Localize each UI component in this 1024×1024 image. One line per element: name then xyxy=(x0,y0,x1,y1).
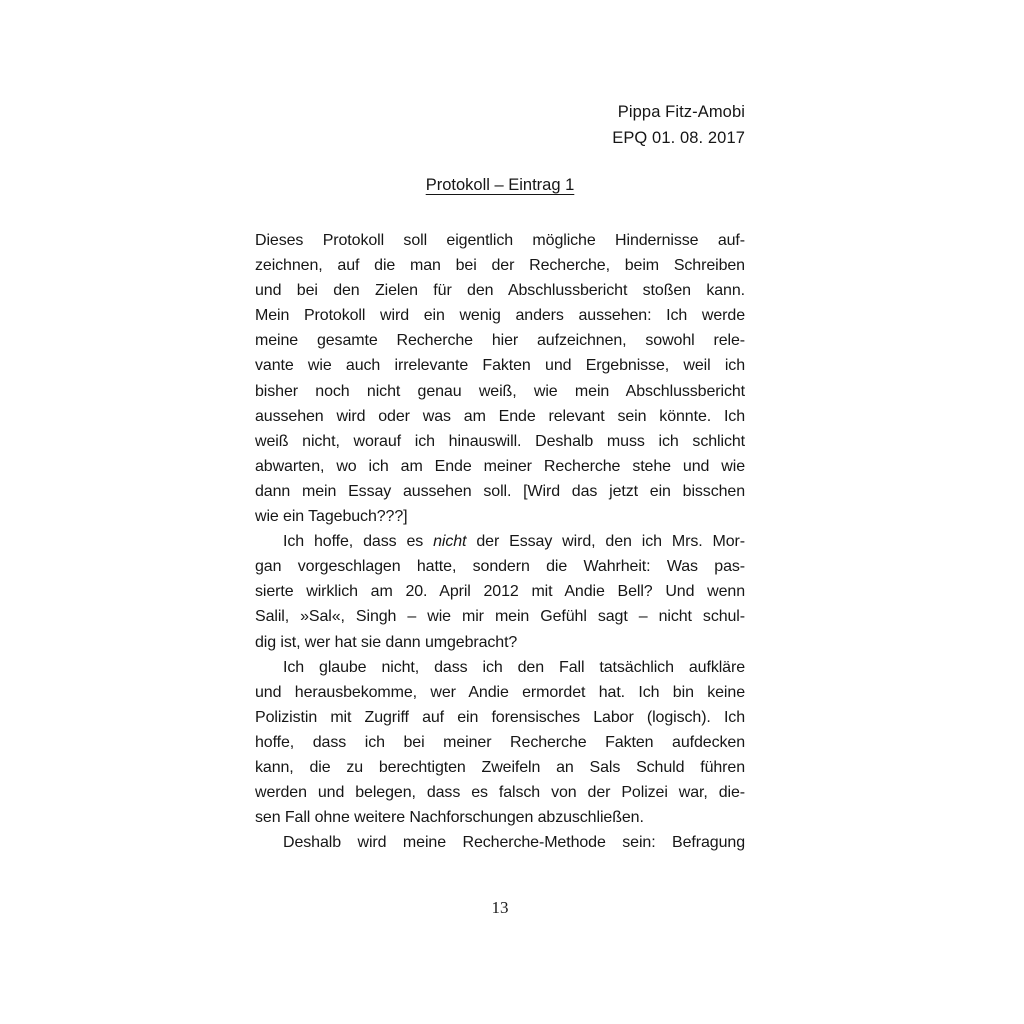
body-line: hoffe, dass ich bei meiner Recherche Fakten aufdecken xyxy=(255,733,745,751)
body-line: Polizistin mit Zugriff auf ein forensisches Labor (logisch). Ich xyxy=(255,708,745,726)
body-line: dig ist, wer hat sie dann umgebracht? xyxy=(255,633,518,651)
body-line: Mein Protokoll wird ein wenig anders aussehen: Ich werde xyxy=(255,307,745,325)
body-line: zeichnen, auf die man bei der Recherche, beim Schreiben xyxy=(255,257,745,275)
body-line: meine gesamte Recherche hier aufzeichnen, sowohl rele- xyxy=(255,332,745,350)
body-line: sen Fall ohne weitere Nachforschungen abzuschließen. xyxy=(255,809,644,827)
body-line: abwarten, wo ich am Ende meiner Recherche stehe und wie xyxy=(255,457,745,475)
body-text xyxy=(255,228,745,855)
body-line: wie ein Tagebuch???] xyxy=(255,508,408,526)
body-line: kann, die zu berechtigten Zweifeln an Sals Schuld führen xyxy=(255,758,745,776)
entry-title-text: Protokoll – Eintrag 1 xyxy=(425,176,575,194)
body-line: Ich hoffe, dass es nicht der Essay wird, den ich Mrs. Mor- xyxy=(283,533,746,551)
body-line: dann mein Essay aussehen soll. [Wird das jetzt ein bisschen xyxy=(255,482,745,500)
body-line: Deshalb wird meine Recherche-Methode sein: Befragung xyxy=(283,834,745,852)
body-line: bisher noch nicht genau weiß, wie mein Abschlussbericht xyxy=(255,382,745,400)
body-line: Ich glaube nicht, dass ich den Fall tatsächlich aufkläre xyxy=(283,658,745,676)
body-line: Dieses Protokoll soll eigentlich mögliche Hindernisse auf- xyxy=(255,232,745,249)
page-header xyxy=(255,99,745,151)
body-line: sierte wirklich am 20. April 2012 mit Andie Bell? Und wenn xyxy=(255,583,745,601)
body-line: und herausbekomme, wer Andie ermordet hat. Ich bin keine xyxy=(255,683,745,701)
body-line: gan vorgeschlagen hatte, sondern die Wahrheit: Was pas- xyxy=(255,558,745,576)
body-line: Salil, »Sal«, Singh – wie mir mein Gefühl sagt – nicht schul- xyxy=(255,608,745,626)
body-line: werden und belegen, dass es falsch von der Polizei war, die- xyxy=(255,784,745,802)
header-author: Pippa Fitz-Amobi xyxy=(617,103,745,121)
body-line: aussehen wird oder was am Ende relevant sein könnte. Ich xyxy=(255,407,745,425)
entry-title xyxy=(255,176,745,195)
header-date: EPQ 01. 08. 2017 xyxy=(612,129,745,147)
page-number: 13 xyxy=(491,898,509,917)
body-line: und bei den Zielen für den Abschlussbericht stoßen kann. xyxy=(255,282,745,300)
body-line: vante wie auch irrelevante Fakten und Ergebnisse, weil ich xyxy=(255,357,745,375)
body-line: weiß nicht, worauf ich hinauswill. Deshalb muss ich schlicht xyxy=(255,432,745,450)
